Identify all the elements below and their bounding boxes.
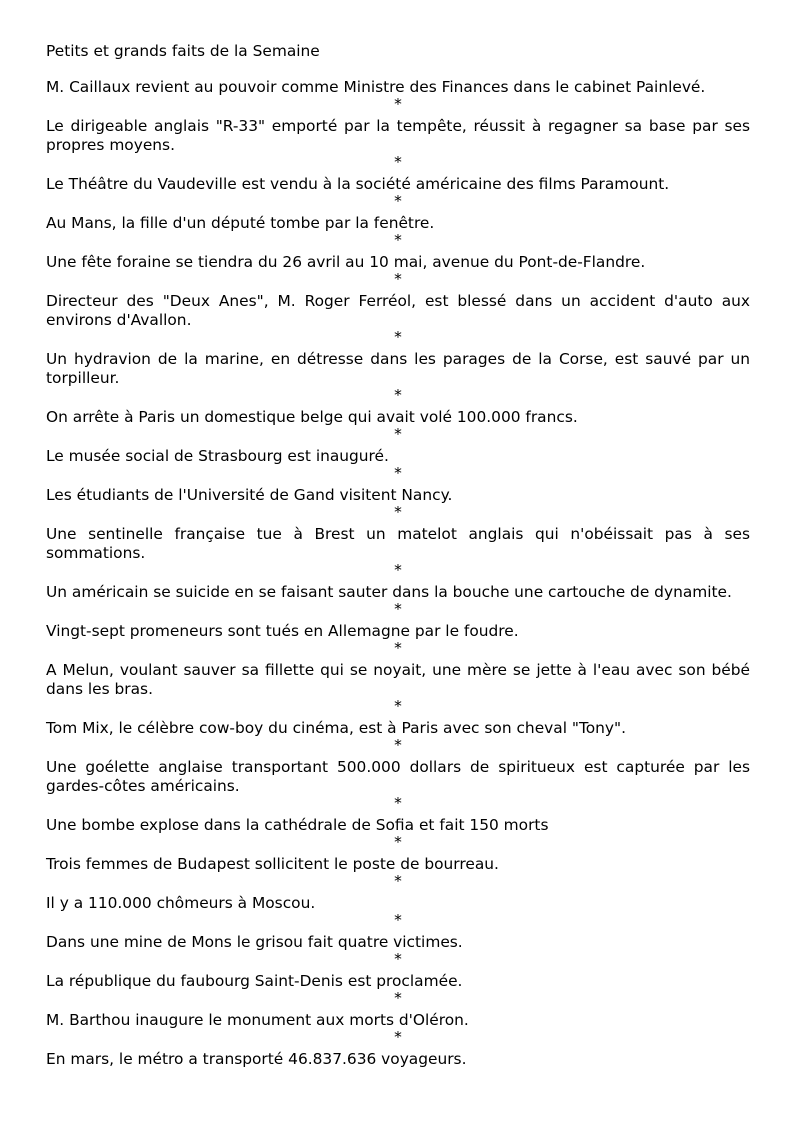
item-separator: * bbox=[394, 153, 402, 171]
item-separator: * bbox=[394, 464, 402, 482]
item-separator: * bbox=[394, 736, 402, 754]
news-item: La république du faubourg Saint-Denis est proclamée. bbox=[46, 972, 463, 990]
document-title: Petits et grands faits de la Semaine bbox=[46, 42, 320, 60]
news-item: En mars, le métro a transporté 46.837.636 voyageurs. bbox=[46, 1050, 467, 1068]
news-item: Une sentinelle française tue à Brest un matelot anglais qui n'obéissait pas à ses sommations. bbox=[46, 525, 750, 562]
news-item: Une bombe explose dans la cathédrale de Sofia et fait 150 morts bbox=[46, 816, 549, 834]
news-item: Une goélette anglaise transportant 500.000 dollars de spiritueux est capturée par les gardes-côtes américains. bbox=[46, 758, 750, 795]
item-separator: * bbox=[394, 503, 402, 521]
item-separator: * bbox=[394, 270, 402, 288]
item-separator: * bbox=[394, 328, 402, 346]
news-item: M. Barthou inaugure le monument aux morts d'Oléron. bbox=[46, 1011, 469, 1029]
news-item: Le dirigeable anglais "R-33" emporté par la tempête, réussit à regagner sa base par ses propres moyens. bbox=[46, 117, 750, 154]
item-separator: * bbox=[394, 950, 402, 968]
news-item: On arrête à Paris un domestique belge qui avait volé 100.000 francs. bbox=[46, 408, 578, 426]
news-item: Le musée social de Strasbourg est inauguré. bbox=[46, 447, 389, 465]
item-separator: * bbox=[394, 1028, 402, 1046]
news-item: Tom Mix, le célèbre cow-boy du cinéma, est à Paris avec son cheval "Tony". bbox=[46, 719, 626, 737]
item-separator: * bbox=[394, 911, 402, 929]
news-item: Un américain se suicide en se faisant sauter dans la bouche une cartouche de dynamite. bbox=[46, 583, 732, 601]
item-separator: * bbox=[394, 639, 402, 657]
item-separator: * bbox=[394, 794, 402, 812]
news-item: Le Théâtre du Vaudeville est vendu à la société américaine des films Paramount. bbox=[46, 175, 670, 193]
item-separator: * bbox=[394, 425, 402, 443]
item-separator: * bbox=[394, 386, 402, 404]
news-item: Vingt-sept promeneurs sont tués en Allemagne par le foudre. bbox=[46, 622, 519, 640]
news-item: Il y a 110.000 chômeurs à Moscou. bbox=[46, 894, 316, 912]
news-item: A Melun, voulant sauver sa fillette qui se noyait, une mère se jette à l'eau avec son bébé dans les bras. bbox=[46, 661, 750, 698]
item-separator: * bbox=[394, 231, 402, 249]
item-separator: * bbox=[394, 872, 402, 890]
news-item: Trois femmes de Budapest sollicitent le poste de bourreau. bbox=[46, 855, 499, 873]
news-item: Les étudiants de l'Université de Gand visitent Nancy. bbox=[46, 486, 453, 504]
news-item: Au Mans, la fille d'un député tombe par la fenêtre. bbox=[46, 214, 435, 232]
news-item: Un hydravion de la marine, en détresse dans les parages de la Corse, est sauvé par un torpilleur. bbox=[46, 350, 750, 387]
item-separator: * bbox=[394, 697, 402, 715]
news-item: Dans une mine de Mons le grisou fait quatre victimes. bbox=[46, 933, 463, 951]
item-separator: * bbox=[394, 192, 402, 210]
news-item: Une fête foraine se tiendra du 26 avril au 10 mai, avenue du Pont-de-Flandre. bbox=[46, 253, 646, 271]
item-separator: * bbox=[394, 833, 402, 851]
news-item: M. Caillaux revient au pouvoir comme Ministre des Finances dans le cabinet Painlevé. bbox=[46, 78, 706, 96]
item-separator: * bbox=[394, 561, 402, 579]
news-item: Directeur des "Deux Anes", M. Roger Ferréol, est blessé dans un accident d'auto aux environs d'Avallon. bbox=[46, 292, 750, 329]
item-separator: * bbox=[394, 95, 402, 113]
item-separator: * bbox=[394, 989, 402, 1007]
item-separator: * bbox=[394, 600, 402, 618]
